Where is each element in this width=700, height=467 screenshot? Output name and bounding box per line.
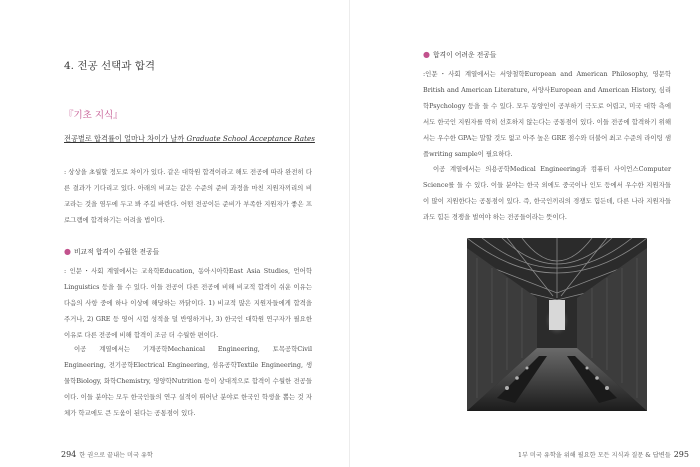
page-number: 294 [61,450,77,459]
library-photo-illustration [467,238,647,411]
library-hall-photo [467,238,647,411]
section-title: 『기초 지식』 [64,110,123,121]
right-folio [518,450,692,459]
hard-majors-paragraph: :인문・사회 계열에서는 서양철학European and American Philosophy, 영문학British and American Literature, 서양사European and American History, 심리학Psychology 등을 들 수 있다. 모두 동양인이 공부하기 극도로 어렵고, 미국 대학 측에서도 한국인 지원자를 딱히 선호하지 않는다는 공통점이 있다. 이들 전공에 합격하기 위해서는 우수한 GPA는 말할 것도 없고 아주 높은 GRE 점수와 더불어 최고 수준의 라이팅 샘플writing sample이 필요하다. [423,70,671,158]
bullet-dot-icon: ● [64,247,71,256]
bullet-heading-label: 합격이 어려운 전공들 [432,51,497,59]
bullet-heading-hard [423,49,496,59]
subheading-korean: 전공별로 합격률이 얼마나 차이가 날까 [64,134,185,143]
bullet-dot-icon: ● [423,50,430,59]
easy-majors-paragraph: : 인문・사회 계열에서는 교육학Education, 동아시아학East Asia Studies, 언어학Linguistics 등을 들 수 있다. 이들 전공이 다른 전공에 비해 비교적 합격이 쉬운 이유는 다음의 사항 중에 하나 이상에 해당하는 까닭이다. 1) 비교적 많은 지원자들에게 합격을 주거나, 2) GRE 등 영어 시험 성적을 덜 반영하거나, 3) 한국인 대학원 연구자가 필요한 이유로 다른 전공에 비해 합격이 조금 더 수월한 편이다. [64,267,312,339]
running-footer: 한 권으로 끝내는 미국 유학 [79,452,153,459]
subheading [64,134,315,144]
subheading-english: Graduate School Acceptance Rates [186,134,315,143]
engineering-easy-paragraph: 이공 계열에서는 기계공학Mechanical Engineering, 토목공학Civil Engineering, 전기공학Electrical Engineering, 섬유공학Textile Engineering, 생물학Biology, 화학Chemistry, 영양학Nutrition 등이 상대적으로 합격이 수월한 전공들이다. 이들 분야는 모두 한국인들의 연구 실적이 뛰어난 분야로 한국인 학생을 뽑는 것 자체가 학교에도 큰 도움이 된다는 공통점이 있다. [64,345,312,417]
running-footer: 1부 미국 유학을 위해 필요한 모든 지식과 질문 & 답변들 [518,452,671,459]
intro-paragraph: : 상상을 초월할 정도로 차이가 있다. 같은 대학원 합격이라고 해도 전공에 따라 완전히 다른 결과가 기다리고 있다. 아래의 비교는 같은 수준의 준비 과정을 마친 지원자끼리의 비교라는 것을 염두에 두고 봐 주길 바란다. 어떤 전공이든 준비가 부족한 지원자가 좋은 프로그램에 합격하기는 어려울 법이다. [64,168,312,224]
chapter-title: 4. 전공 선택과 합격 [64,60,156,72]
page-number: 295 [673,450,689,459]
bullet-heading-label: 비교적 합격이 수월한 전공들 [73,248,160,256]
bullet-heading-easy [64,246,159,256]
engineering-hard-paragraph: 이공 계열에서는 의용공학Medical Engineering과 컴퓨터 사이언스Computer Science를 들 수 있다. 이들 분야는 한국 외에도 중국이나 인도 등에서 우수한 지원자들이 많이 지원한다는 공통점이 있다. 즉, 한국인끼리의 경쟁도 힘든데, 다른 나라 지원자들과도 힘든 경쟁을 벌여야 하는 전공들이라는 뜻이다. [423,165,671,221]
left-folio [58,450,153,459]
